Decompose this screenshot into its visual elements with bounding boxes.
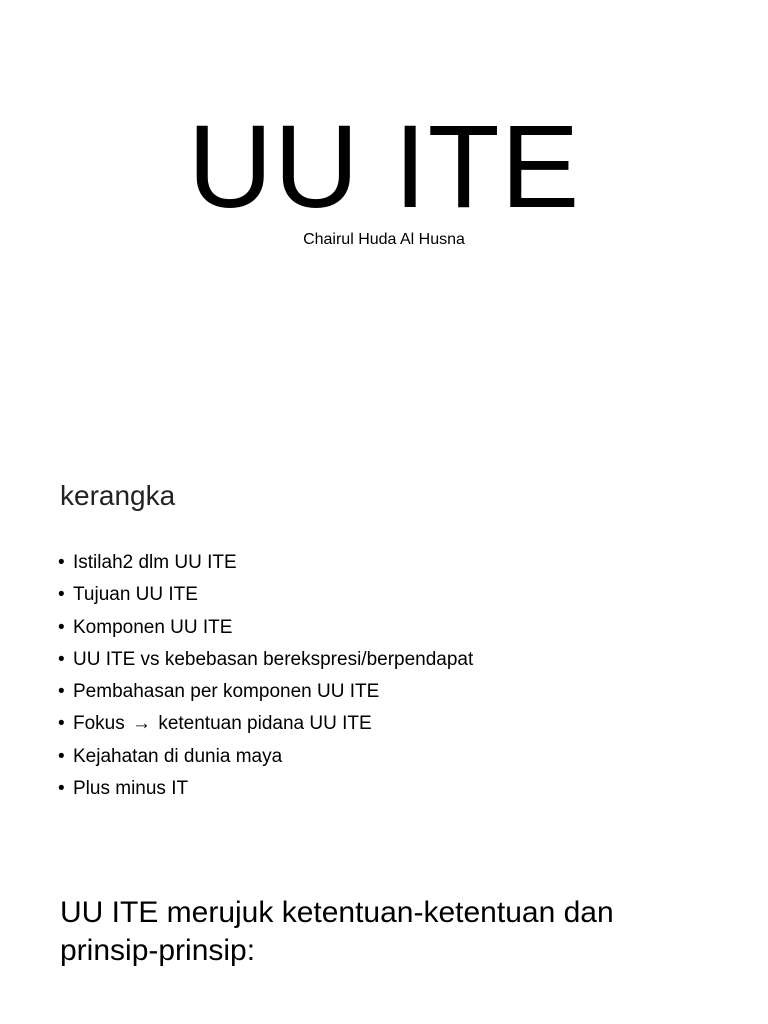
- list-item-text: UU ITE vs kebebasan berekspresi/berpendapat: [73, 648, 474, 670]
- list-item-text: Kejahatan di dunia maya: [73, 745, 283, 767]
- bullet-icon: •: [58, 616, 65, 638]
- bullet-icon: •: [58, 552, 65, 573]
- outline-list: [58, 547, 473, 805]
- list-item-text: Pembahasan per komponen UU ITE: [73, 681, 380, 703]
- author-name: Chairul Huda Al Husna: [303, 231, 465, 248]
- page-title: UU ITE: [187, 101, 581, 233]
- outline-heading: kerangka: [60, 480, 176, 511]
- list-item: [58, 773, 473, 805]
- right-arrow-icon: →: [132, 713, 152, 735]
- principles-heading-line1: UU ITE merujuk ketentuan-ketentuan dan: [60, 896, 614, 929]
- list-item-text-before: Fokus: [73, 713, 125, 735]
- list-item: [58, 708, 473, 740]
- list-item-text: Tujuan UU ITE: [73, 584, 198, 606]
- bullet-icon: •: [58, 584, 65, 606]
- principles-heading-line2: prinsip-prinsip:: [60, 934, 256, 967]
- list-item-text: Istilah2 dlm UU ITE: [73, 552, 237, 573]
- list-item: [58, 579, 473, 611]
- list-item: [58, 547, 473, 579]
- bullet-icon: •: [58, 713, 65, 735]
- bullet-icon: •: [58, 745, 65, 767]
- principles-heading: [60, 894, 700, 970]
- list-item: [58, 612, 473, 644]
- list-item: [58, 644, 473, 676]
- bullet-icon: •: [58, 778, 65, 800]
- list-item-text-after: ketentuan pidana UU ITE: [158, 713, 372, 735]
- bullet-icon: •: [58, 648, 65, 670]
- list-item-text: Komponen UU ITE: [73, 616, 233, 638]
- list-item: [58, 676, 473, 708]
- list-item: [58, 741, 473, 773]
- list-item-text: Plus minus IT: [73, 778, 189, 800]
- bullet-icon: •: [58, 681, 65, 703]
